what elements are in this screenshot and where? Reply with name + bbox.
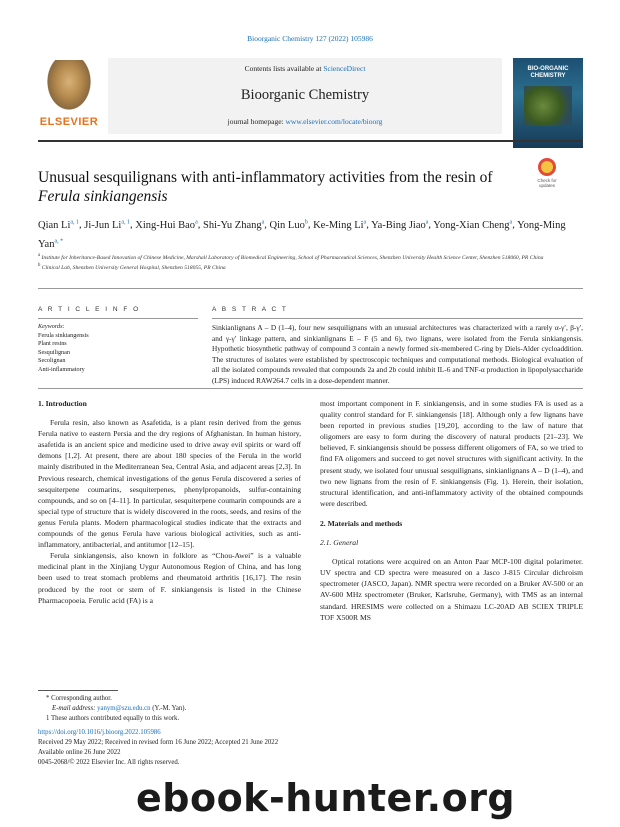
watermark: ebook-hunter.org [136,776,516,820]
general-subheading: 2.1. General [320,538,359,548]
contents-line [108,64,502,73]
author[interactable]: Xing-Hui Bao$^a$ [135,219,198,231]
keyword-item: Anti-inflammatory [38,365,85,373]
copyright: 0045-2068/© 2022 Elsevier Inc. All rights reserved. [38,759,180,766]
journal-cover [513,58,583,148]
crossmark-label-1: Check for [537,178,557,183]
abstract-bottom-divider [38,388,583,389]
publisher-name: ELSEVIER [39,116,99,128]
article-info-heading: A R T I C L E I N F O [38,306,141,313]
footnote-divider [38,690,118,691]
author[interactable]: Yong-Xian Cheng$^a$ [433,219,513,231]
author[interactable]: Ya-Bing Jiao$^a$ [371,219,429,231]
body-column-right [320,398,583,623]
title-main: Unusual sesquilignans with anti-inflammatory activities from the resin of [38,169,493,186]
journal-name: Bioorganic Chemistry [240,87,370,103]
author[interactable]: Qian Li$^{a, 1}$ [38,219,80,231]
abstract-heading: A B S T R A C T [212,306,288,313]
publication-info [38,728,583,768]
corresponding-note: * Corresponding author. [46,695,112,702]
keyword-item: Sesquilignan [38,348,70,356]
affiliations [38,252,583,272]
cover-title-2: CHEMISTRY [530,73,566,79]
body-paragraph: Ferula sinkiangensis, also known in folklore as “Chou-Awei” is a valuable medicinal plant in the Xinjiang Uygur Autonomous Region of China, and has long been used to treat stomach problems and rheumatoid arthritis [16,17]. The resin produced by the root or stem of F. sinkiangensis is listed in the Chinese Pharmacopoeia. Ferulic acid (FA) is a [38,551,301,605]
doi-link[interactable]: https://doi.org/10.1016/j.bioorg.2022.105986 [38,729,161,736]
homepage-line [108,117,502,126]
cover-image [524,86,572,126]
journal-citation-line[interactable]: Bioorganic Chemistry 127 (2022) 105986 [247,34,373,43]
crossmark-icon [538,158,556,176]
sciencedirect-link[interactable]: ScienceDirect [323,64,366,73]
journal-header [38,58,583,136]
section-divider [38,288,583,289]
affiliation-item: $^b$ Clinical Lab, Shenzhen University General Hospital, Shenzhen 518055, PR China [38,262,226,271]
keywords-heading: Keywords: [38,323,65,330]
body-column-left [38,398,301,606]
author-list: Qian Li$^{a, 1}$, Ji-Jun Li$^{a, 1}$, Xing-Hui Bao$^a$, Shi-Yu Zhang$^a$, Qin Luo$^b$, Ke-Ming Li$^a$, Ya-Bing Jiao$^a$, Yong-Xian Cheng$^a$, Yong-Ming Yan$^{a, *}$ [38,219,566,250]
author[interactable]: Ke-Ming Li$^a$ [313,219,367,231]
crossmark-label-2: updates [538,183,555,188]
homepage-prefix: journal homepage: [227,117,286,126]
crossmark-badge[interactable] [526,158,568,188]
abstract-text: Sinkianlignans A – D (1–4), four new sesquilignans with an unusual architectures was characterized with a rarely α-γ′, β-γ′, and γ-γ′ linkage pattern, and sinkianlignans E – F (5 and 6), two lignans, were isolated from the Ferula sinkiangensis. Hypothetic biosynthetic pathway of compound 3 contain a newly formed six-membered C-ring by Diels-Alder cycloaddition. The structures of isolates were established by spectroscopic techniques and computational methods. Biological evaluation of all the isolated compounds revealed that compounds 2a and 2b could inhibit IL-6 and TNF-α production in lipopolysaccharide (LPS) induced RAW264.7 cells in a dose-dependent manner. [212,323,583,385]
author[interactable]: Yong-Ming Yan$^{a, *}$ [38,219,566,250]
author[interactable]: Shi-Yu Zhang$^a$ [202,219,265,231]
author[interactable]: Qin Luo$^b$ [269,219,308,231]
body-paragraph: most important component in F. sinkiangensis, and in some studies FA is used as a quality control standard for F. sinkiangensis [18]. Although only a few lignans have been reported in previous studies [19,20], according to the law of nature that oligomers are easy to form during the discovery of natural products [21–23]. We believed, F. sinkiangensis should be possess different oligomers of FA, so we tried to find FA oligomers and succeed to get novel structures with significant activity. In the present study, we isolated four unusual sesquilignans, sinkianlignans A – D (1–4), and two new lignans from the resin of F. sinkiangensis (Fig. 1). Herein, their isolation, structural identification, and anti-inflammatory activity of the obtained compounds were described. [320,399,583,508]
email-link[interactable]: yanym@szu.edu.cn [97,705,151,712]
keyword-item: Plant resins [38,340,67,348]
footnotes [38,694,583,724]
publisher-logo [38,58,100,134]
abstract-divider [212,318,583,319]
article-title [38,168,508,206]
email-note: E-mail address: yanym@szu.edu.cn (Y.-M. Yan). [52,705,187,712]
affiliation-item: $^a$ Institute for Inheritance-Based Innovation of Chinese Medicine, Marshall Laboratory of Biomedical Engineering, School of Pharmaceutical Sciences, Shenzhen University Health Science Center, Shenzhen 518060, PR China [38,253,544,261]
keyword-item: Ferula sinkiangensis [38,331,89,339]
title-species: Ferula sinkiangensis [38,188,168,205]
contents-prefix: Contents lists available at [244,64,324,73]
elsevier-tree-icon [44,60,94,114]
body-paragraph: Optical rotations were acquired on an Anton Paar MCP-100 digital polarimeter. UV spectra and CD spectra were measured on a Jasco J-815 Circular dichroism spectrometer (JASCO, Japan). NMR spectra were recorded on a Bruker AV-500 or an AV-600 MHz spectrometer (Bruker, Karlsruhe, Germany), with TMS as an internal standard. HRESIMS were collected on a Shimazu LC-20AD AB SCIEX TRIPLE TOF X500R MS [320,557,583,622]
keywords-block [38,323,198,375]
journal-banner [108,58,502,134]
received-dates: Received 29 May 2022; Received in revised form 16 June 2022; Accepted 21 June 2022 [38,739,279,746]
header-divider [38,140,583,142]
keyword-item: Secolignan [38,357,66,365]
methods-heading: 2. Materials and methods [320,518,403,528]
online-date: Available online 26 June 2022 [38,749,121,756]
article-info-divider [38,318,198,319]
author[interactable]: Ji-Jun Li$^{a, 1}$ [84,219,131,231]
cover-title-1: BIO-ORGANIC [527,66,569,72]
body-paragraph: Ferula resin, also known as Asafetida, is a plant resin derived from the genus Ferula native to eastern Persia and the dry regions of Afghanistan. In human history, asafetida is an ancient spice and medicine used to drive away evil spirits or ward off demons [1,2]. At present, there are about 180 species of the Ferula in the world mainly distributed in the Mediterranean Sea, Central Asia, and adjacent areas [2,3]. In Previous research, chemical investigations of the genus Ferula discovered a series of sesquiterpene coumarins, sesquiterpenes, phenylpropanoids, sulfur-containing compounds, and so on [4–11]. In particular, sesquiterpene coumarin compounds are a special type of structure that is widely discovered in the roots, seeds, and resins of the genus Ferula plants. Modern pharmacological studies indicate that the extracts and compounds of the genus Ferula have various biological activities, such as anti-inflammatory, antibacterial, and antitumor [12–15]. [38,418,301,550]
introduction-heading: 1. Introduction [38,399,87,408]
equal-contribution-note: 1 These authors contributed equally to this work. [46,715,180,722]
homepage-link[interactable]: www.elsevier.com/locate/bioorg [285,117,383,126]
